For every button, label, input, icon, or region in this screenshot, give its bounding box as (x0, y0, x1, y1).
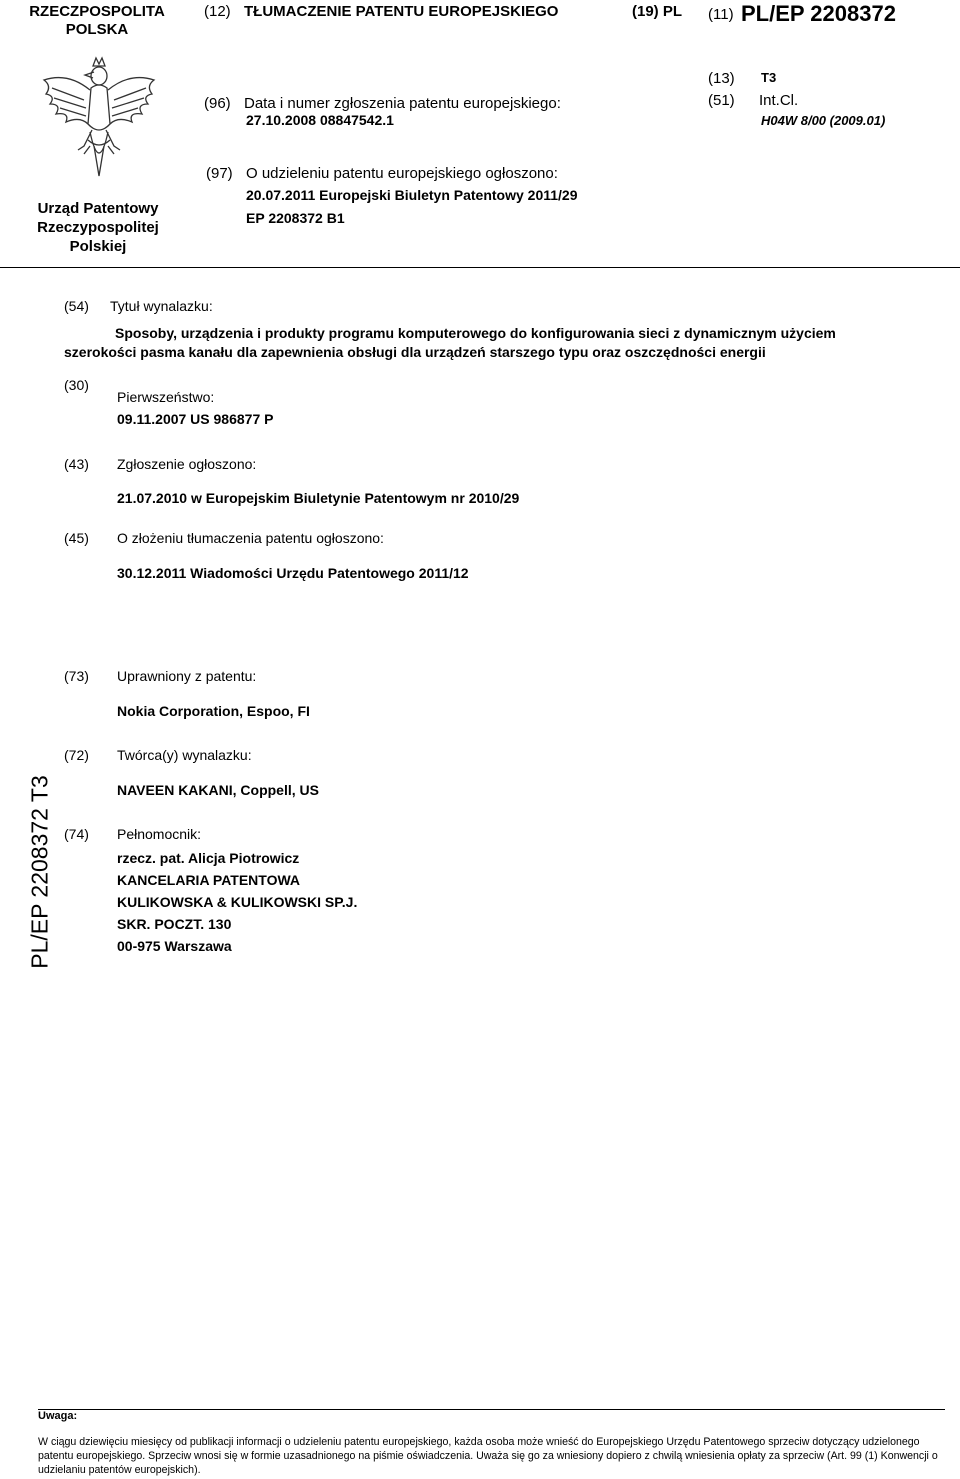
footer-note-label: Uwaga: (38, 1410, 78, 1422)
field-97-label: O udzieleniu patentu europejskiego ogłoszono: (246, 165, 558, 182)
field-96-value: 27.10.2008 08847542.1 (246, 112, 394, 128)
code-12: (12) (204, 3, 231, 20)
field-73-label: Uprawniony z patentu: (117, 668, 257, 684)
field-74-line-2: KANCELARIA PATENTOWA (117, 872, 301, 888)
field-54-code: (54) (64, 298, 89, 314)
field-72-code: (72) (64, 747, 89, 763)
code-11: (11) (708, 6, 734, 23)
polish-eagle-emblem-icon (38, 54, 160, 180)
country-line-2: POLSKA (65, 21, 129, 38)
field-45-label: O złożeniu tłumaczenia patentu ogłoszono: (117, 530, 384, 546)
field-43-value: 21.07.2010 w Europejskim Biuletynie Patentowym nr 2010/29 (117, 490, 520, 506)
field-13-value: T3 (761, 70, 777, 85)
field-72-value: NAVEEN KAKANI, Coppell, US (117, 782, 319, 798)
field-45-value: 30.12.2011 Wiadomości Urzędu Patentowego 2011/12 (117, 565, 469, 581)
patent-number: PL/EP 2208372 (741, 1, 896, 26)
title-line-1: Sposoby, urządzenia i produkty programu komputerowego do konfigurowania sieci z dynamicznym użyciem (115, 325, 836, 341)
code-19: (19) PL (632, 3, 683, 20)
field-51-label: Int.Cl. (759, 92, 799, 109)
side-patent-label: PL/EP 2208372 T3 (26, 775, 53, 969)
header-divider (0, 267, 960, 268)
field-73-code: (73) (64, 668, 89, 684)
field-74-label: Pełnomocnik: (117, 826, 202, 842)
field-74-line-4: SKR. POCZT. 130 (117, 916, 232, 932)
field-30-code: (30) (64, 377, 89, 393)
field-51-value: H04W 8/00 (2009.01) (761, 113, 886, 128)
field-72-label: Twórca(y) wynalazku: (117, 747, 252, 763)
office-line-3: Polskiej (69, 238, 127, 255)
office-line-2: Rzeczypospolitej (37, 219, 159, 236)
footer-divider (38, 1409, 945, 1410)
document-type: TŁUMACZENIE PATENTU EUROPEJSKIEGO (244, 3, 559, 20)
footer-note-text: W ciągu dziewięciu miesięcy od publikacji informacji o udzieleniu patentu europejskiego, każda osoba może wnieść do Europejskiego Urzędu Patentowego sprzeciw dotyczący udzielonego patentu europejskiego. Sprzeciw wnosi się w formie uzasadnionego na piśmie oświadczenia. Uważa się go za wniesiony dopiero z chwilą wniesienia opłaty za sprzeciw (Art. 99 (1) Konwencji o udzielaniu patentów europejskich). (38, 1436, 938, 1476)
field-13-code: (13) (708, 70, 735, 87)
field-97-value-2: EP 2208372 B1 (246, 210, 345, 226)
field-73-value: Nokia Corporation, Espoo, FI (117, 703, 310, 719)
field-74-line-1: rzecz. pat. Alicja Piotrowicz (117, 850, 300, 866)
field-54-label: Tytuł wynalazku: (110, 298, 213, 314)
country-name (27, 3, 167, 39)
field-96-label: Data i numer zgłoszenia patentu europejskiego: (244, 95, 561, 112)
field-45-code: (45) (64, 530, 89, 546)
field-43-label: Zgłoszenie ogłoszono: (117, 456, 257, 472)
field-97-value-1: 20.07.2011 Europejski Biuletyn Patentowy 2011/29 (246, 187, 578, 203)
field-74-line-3: KULIKOWSKA & KULIKOWSKI SP.J. (117, 894, 358, 910)
field-96-code: (96) (204, 95, 231, 112)
office-name (24, 199, 172, 256)
field-30-label: Pierwszeństwo: (117, 389, 215, 405)
office-line-1: Urząd Patentowy (37, 200, 159, 217)
title-line-2: szerokości pasma kanału dla zapewnienia obsługi dla urządzeń starszego typu oraz oszczędności energii (64, 344, 766, 360)
field-30-value: 09.11.2007 US 986877 P (117, 411, 274, 427)
field-97-code: (97) (206, 165, 233, 182)
field-51-code: (51) (708, 92, 735, 109)
country-line-1: RZECZPOSPOLITA (29, 3, 165, 20)
field-43-code: (43) (64, 456, 89, 472)
field-74-line-5: 00-975 Warszawa (117, 938, 232, 954)
field-74-code: (74) (64, 826, 89, 842)
